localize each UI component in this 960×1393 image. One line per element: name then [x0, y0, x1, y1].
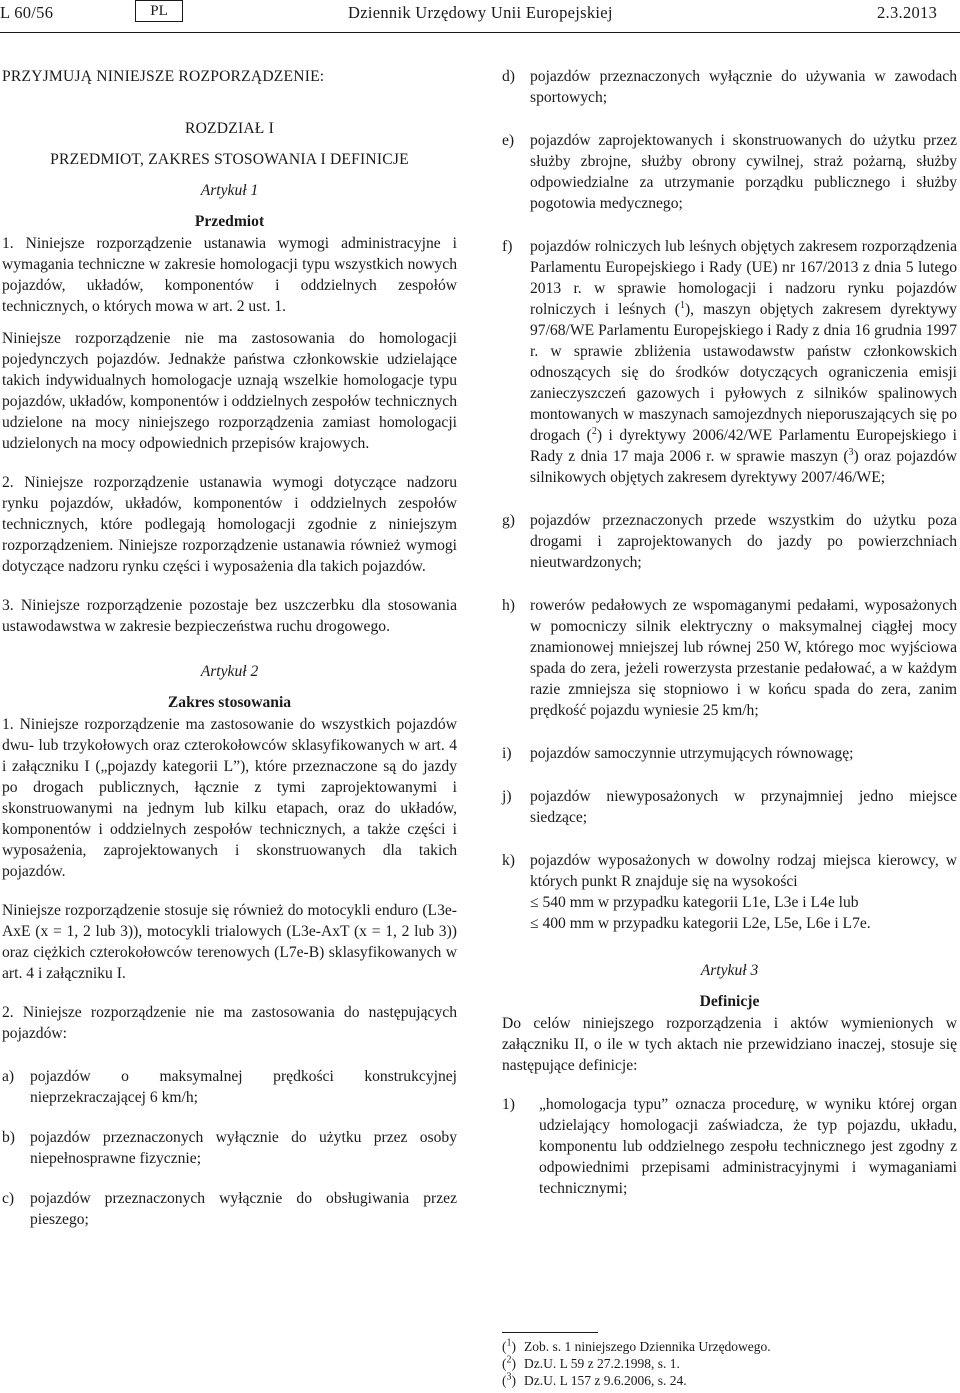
item-text: pojazdów wyposażonych w dowolny rodzaj miejsca kierowcy, w których punkt R znajduje się na wysokości: [530, 852, 957, 890]
list-item: [2, 1066, 457, 1108]
adoption-formula: PRZYJMUJĄ NINIEJSZE ROZPORZĄDZENIE:: [2, 68, 325, 85]
article-1-title: Przedmiot: [194, 213, 265, 230]
item-label: c): [2, 1190, 15, 1207]
footnote-number: 2: [506, 1354, 512, 1366]
item-label: h): [502, 597, 515, 614]
item-label: a): [2, 1068, 15, 1085]
item-text: ≤ 400 mm w przypadku kategorii L2e, L5e, L6e i L7e.: [530, 915, 871, 932]
article-2-label: Artykuł 2: [200, 663, 259, 680]
list-item: [2, 1127, 457, 1169]
language-badge: PL: [135, 0, 183, 22]
item-text: ≤ 540 mm w przypadku kategorii L1e, L3e i L4e lub: [530, 894, 859, 911]
item-label: b): [2, 1129, 15, 1146]
item-label: g): [502, 512, 515, 529]
item-text: pojazdów przeznaczonych przede wszystkim do użytku poza drogami i zaprojektowanych do jazdy po powierzchniach nieutwardzonych;: [530, 512, 957, 571]
footnote-ref: 3: [848, 446, 854, 458]
item-text: pojazdów samoczynnie utrzymujących równowagę;: [530, 745, 854, 762]
footnote-ref: 2: [591, 425, 597, 437]
footnote-text: Zob. s. 1 niniejszego Dziennika Urzędowego.: [524, 1339, 771, 1354]
item-label: i): [502, 745, 512, 762]
art1-paragraph-2: 2. Niniejsze rozporządzenie ustanawia wymogi dotyczące nadzoru rynku pojazdów, układów, komponentów i oddzielnych zespołów technicznych, które podlegają homologacji zgodnie z niniejszym rozporządzeniem. Niniejsze rozporządzenie ustanawia również wymogi dotyczące nadzoru rynku części i wyposażenia dla takich pojazdów.: [2, 474, 457, 575]
list-item: [502, 236, 957, 488]
item-label: d): [502, 68, 515, 85]
item-label: f): [502, 238, 513, 255]
definition-label: 1): [502, 1096, 515, 1113]
art1-paragraph-3: 3. Niniejsze rozporządzenie pozostaje bez uszczerbku dla stosowania ustawodawstwa w zakresie bezpieczeństwa ruchu drogowego.: [2, 597, 457, 635]
item-text: pojazdów zaprojektowanych i skonstruowanych do użytku przez służby zbrojne, służby obrony cywilnej, straż pożarną, służby odpowiedzialne za utrzymanie porządku publicznego i służby pogotowia medycznego;: [530, 132, 957, 212]
article-3-label: Artykuł 3: [700, 962, 759, 979]
art2-paragraph-1b: Niniejsze rozporządzenie stosuje się również do motocykli enduro (L3e-AxE (x = 1, 2 lub 3)), motocykli trialowych (L3e-AxT (x = 1, 2 lub 3)) oraz ciężkich czterokołowców terenowych (L7e-B) sklasyfikowanych w art. 4 i załączniku I.: [2, 902, 457, 982]
footnote-number: 1: [506, 1337, 512, 1349]
item-text: pojazdów o maksymalnej prędkości konstrukcyjnej nieprzekraczającej 6 km/h;: [30, 1068, 457, 1106]
art1-paragraph-1: 1. Niniejsze rozporządzenie ustanawia wymogi administracyjne i wymagania techniczne w zakresie homologacji typu wszystkich nowych pojazdów, układów, komponentów i oddzielnych zespołów technicznych, o których mowa w art. 2 ust. 1.: [2, 235, 457, 315]
art1-paragraph-1b: Niniejsze rozporządzenie nie ma zastosowania do homologacji pojedynczych pojazdów. Jednakże państwa członkowskie udzielające takich indywidualnych homologacje uznają wszelkie homologacje typu pojazdów, układów, komponentów i oddzielnych zespołów technicznych udzielone na mocy niniejszego rozporządzenia zamiast homologacji udzielonych na mocy odpowiednich przepisów krajowych.: [2, 330, 457, 452]
list-item: [502, 66, 957, 108]
item-label: j): [502, 788, 512, 805]
list-item: [502, 786, 957, 828]
item-text: pojazdów niewyposażonych w przynajmniej jedno miejsce siedzące;: [530, 788, 957, 826]
page-header: [0, 0, 960, 36]
footnote-text: Dz.U. L 157 z 9.6.2006, s. 24.: [524, 1373, 687, 1388]
list-item: [2, 1188, 457, 1230]
item-text: pojazdów przeznaczonych wyłącznie do obsługiwania przez pieszego;: [30, 1190, 457, 1228]
left-column: [2, 66, 457, 1230]
item-label: k): [502, 852, 515, 869]
item-text: rowerów pedałowych ze wspomaganymi pedałami, wyposażonych w pomocniczy silnik elektryczny o maksymalnej ciągłej mocy znamionowej mniejszej lub równej 250 W, którego moc wyjściowa spada do zera, jeżeli rowerzysta przestanie pedałować, a w każdym razie zmniejsza się stopniowo i w końcu spada do zera, zanim prędkość pojazdu wyniesie 25 km/h;: [530, 597, 957, 719]
item-text: ) i dyrektywy 2006/42/WE Parlamentu Europejskiego i Rady z dnia 17 maja 2006 r. w sprawie maszyn (: [530, 427, 957, 465]
footnote-rule: [502, 1332, 598, 1333]
chapter-title: PRZEDMIOT, ZAKRES STOSOWANIA I DEFINICJE: [50, 151, 409, 168]
item-text: pojazdów przeznaczonych wyłącznie do użytku przez osoby niepełnosprawne fizycznie;: [30, 1129, 457, 1167]
footnote: ($^1$) Zob. s. 1 niniejszego Dziennika Urzędowego.: [502, 1337, 771, 1354]
page-number: L 60/56: [0, 3, 54, 22]
footnote-number: 3: [506, 1371, 512, 1383]
item-label: e): [502, 132, 515, 149]
chapter-label: ROZDZIAŁ I: [184, 120, 275, 137]
definition-text: „homologacja typu” oznacza procedurę, w wyniku której organ udzielający homologacji zaświadcza, że typ pojazdu, układu, komponentu lub oddzielnego zespołu technicznego jest zgodny z odpowiednimi przepisami administracyjnymi i wymaganiami technicznymi;: [539, 1096, 957, 1197]
item-text: ) oraz pojazdów silnikowych objętych zakresem dyrektywy 2007/46/WE;: [530, 448, 957, 486]
art3-intro: Do celów niniejszego rozporządzenia i aktów wymienionych w załączniku II, o ile w tych aktach nie przewidziano inaczej, stosuje się następujące definicje:: [502, 1015, 957, 1074]
article-2-title: Zakres stosowania: [167, 694, 292, 711]
right-column: [502, 66, 957, 1199]
header-rule: [0, 32, 960, 33]
item-text: ), maszyn objętych zakresem dyrektywy 97/68/WE Parlamentu Europejskiego i Rady z dnia 16 grudnia 1997 r. w sprawie zbliżenia ustawodawstw państw członkowskich odnoszących się do środków dotyczących ograniczenia emisji zanieczyszczeń gazowych i pyłowych z silników spalinowych montowanych w maszynach samojezdnych nieporuszających się po drogach (: [530, 301, 957, 444]
journal-title: Dziennik Urzędowy Unii Europejskiej: [348, 3, 613, 22]
list-item: [502, 510, 957, 573]
footnote-ref: 1: [679, 299, 685, 311]
art2-paragraph-1: 1. Niniejsze rozporządzenie ma zastosowanie do wszystkich pojazdów dwu- lub trzykołowych oraz czterokołowców sklasyfikowanych w art. 4 i załączniku I („pojazdy kategorii L”), które przeznaczone są do jazdy po drogach publicznych, łącznie z tymi zaprojektowanymi i skonstruowanymi na jednym lub kilku etapach, oraz do układów, komponentów i oddzielnych zespołów technicznych, a także części i wyposażenia, zaprojektowanych i skonstruowanych dla takich pojazdów.: [2, 716, 457, 880]
list-item: [502, 595, 957, 721]
list-item: [502, 850, 957, 934]
definition-item: [502, 1094, 957, 1199]
article-1-label: Artykuł 1: [200, 182, 259, 199]
item-text: pojazdów rolniczych lub leśnych objętych zakresem rozporządzenia Parlamentu Europejskiego i Rady (UE) nr 167/2013 z dnia 5 lutego 2013 r. w sprawie homologacji i nadzoru rynku pojazdów rolniczych i leśnych (: [530, 238, 957, 318]
list-item: [502, 743, 957, 764]
footnote: ($^2$) Dz.U. L 59 z 27.2.1998, s. 1.: [502, 1354, 680, 1371]
article-3-title: Definicje: [699, 993, 760, 1010]
footnote-text: Dz.U. L 59 z 27.2.1998, s. 1.: [524, 1356, 680, 1371]
item-text: pojazdów przeznaczonych wyłącznie do używania w zawodach sportowych;: [530, 68, 957, 106]
list-item: [502, 130, 957, 214]
publication-date: 2.3.2013: [877, 3, 938, 22]
art2-paragraph-2: 2. Niniejsze rozporządzenie nie ma zastosowania do następujących pojazdów:: [2, 1004, 457, 1042]
footnote: ($^3$) Dz.U. L 157 z 9.6.2006, s. 24.: [502, 1371, 687, 1388]
